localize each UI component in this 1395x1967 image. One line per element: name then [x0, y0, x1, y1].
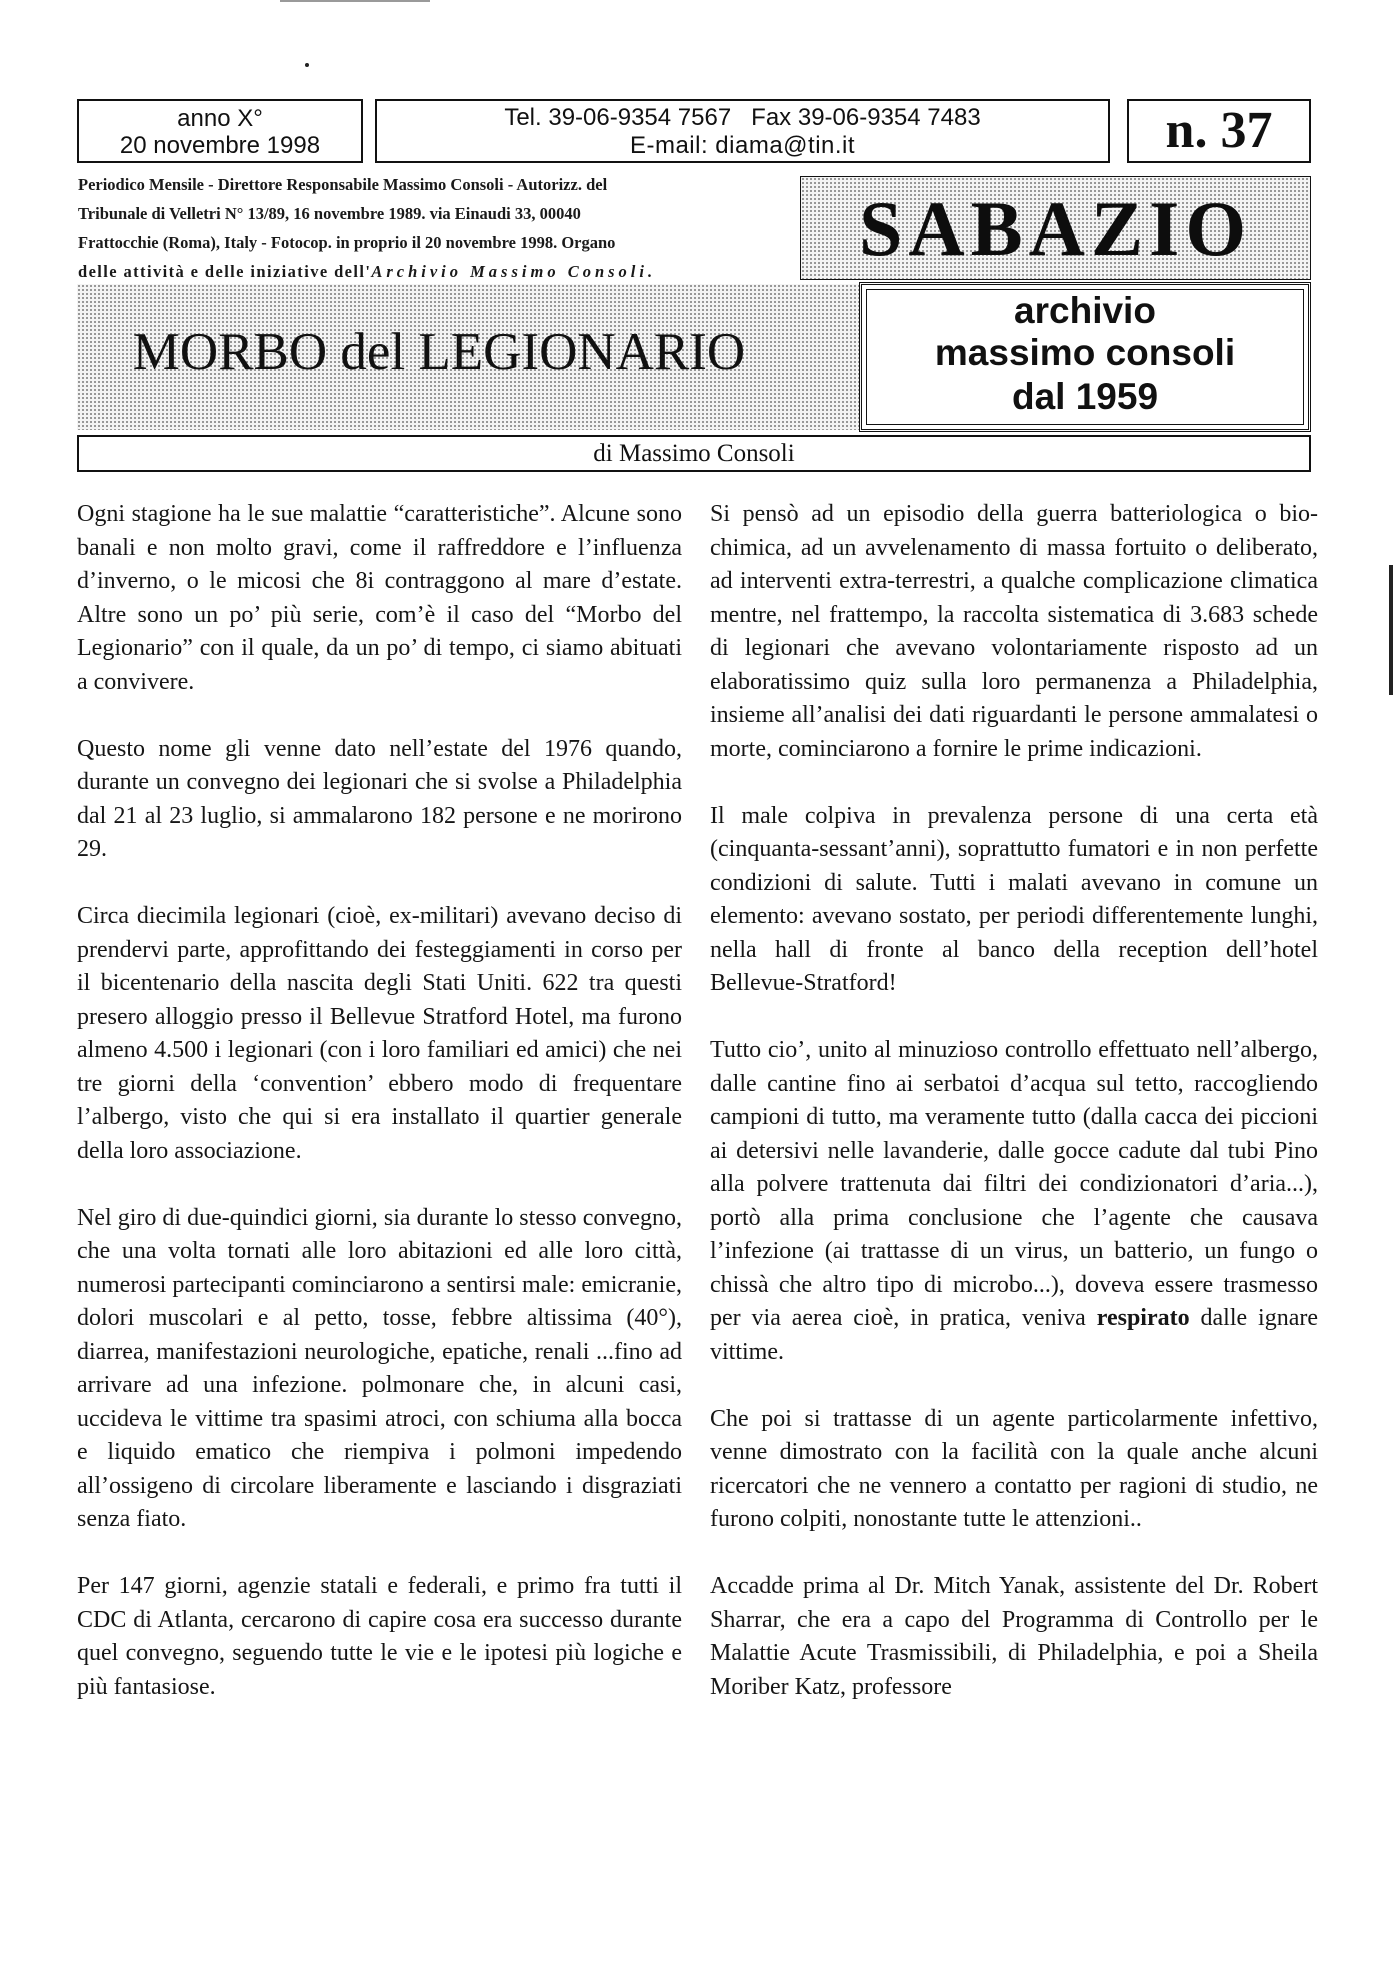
top-rule	[280, 0, 430, 2]
imprint-line-3: Frattocchie (Roma), Italy - Fotocop. in proprio il 20 novembre 1998. Organo	[78, 233, 616, 252]
article-title: MORBO del LEGIONARIO	[132, 323, 746, 381]
right-paragraph-2: Il male colpiva in prevalenza persone di una certa età (cinquanta-sessant’anni), soprattutto fumatori e in non perfette condizioni di salute. Tutti i malati avevano in comune un elemento: avevano sostato, per periodi differentemente lunghi, nella hall di fronte al banco della reception dell’hotel Bellevue-Stratford!	[710, 802, 1318, 996]
imprint-archive-name: Archivio Massimo Consoli.	[371, 262, 657, 281]
scan-dot	[305, 63, 309, 67]
imprint-line-4-text: delle attività e delle iniziative dell'	[78, 262, 372, 281]
right-paragraph-3-end: dalle ignare vittime.	[710, 1305, 1319, 1365]
right-paragraph-4: Che poi si trattasse di un agente particolarmente infettivo, venne dimostrato con la facilità con la quale anche alcuni ricercatori che ne vennero a contatto per ragioni di studio, ne furono colpiti, nonostante tutte le attenzioni..	[710, 1405, 1318, 1532]
byline: di Massimo Consoli	[593, 440, 795, 467]
archive-line-1: archivio	[1014, 290, 1156, 331]
left-paragraph-4: Nel giro di due-quindici giorni, sia durante lo stesso convegno, che una volta tornati alle loro abitazioni ed alle loro città, numerosi partecipanti cominciarono a sentirsi male: emicranie, dolori muscolari e al petto, tosse, febbre altissima (40°), diarrea, manifestazioni neurologiche, epatiche, renali ...fino ad arrivare ad una infezione. polmonare che, in alcuni casi, uccideva le vittime tra spasimi atroci, con schiuma alla bocca e liquido ematico che riempiva i polmoni impedendo all’ossigeno di circolare liberamente e lasciando i disgraziati senza fiato.	[77, 1204, 682, 1532]
respirato-emphasis: respirato	[1096, 1305, 1190, 1331]
right-paragraph-3	[710, 1034, 1318, 1369]
left-paragraph-1: Ogni stagione ha le sue malattie “caratteristiche”. Alcune sono banali e non molto gravi, come il raffreddore e l’influenza d’inverno, o le micosi che 8i contraggono al mare d’estate. Altre sono un po’ più serie, com’è il caso del “Morbo del Legionario” con il quale, da un po’ di tempo, ci siamo abituati a convivere.	[77, 501, 682, 695]
right-column	[710, 498, 1318, 1738]
imprint	[78, 170, 798, 286]
left-paragraph-2: Questo nome gli venne dato nell’estate del 1976 quando, durante un convegno dei legionari che si svolse a Philadelphia dal 21 al 23 luglio, si ammalarono 182 persone e ne morirono 29.	[77, 735, 682, 862]
archive-line-2: massimo consoli	[934, 332, 1236, 373]
masthead-title: SABAZIO	[858, 185, 1253, 272]
imprint-line-1: Periodico Mensile - Direttore Responsabile Massimo Consoli - Autorizz. del	[78, 175, 608, 194]
scan-edge-mark	[1389, 565, 1393, 695]
date-label: 20 novembre 1998	[119, 132, 321, 159]
year-label: anno X°	[177, 105, 263, 132]
imprint-line-4	[78, 257, 798, 286]
right-paragraph-1: Si pensò ad un episodio della guerra batteriologica o bio-chimica, ad un avvelenamento di massa fortuito o deliberato, ad interventi extra-terrestri, a qualche complicazione climatica mentre, nel frattempo, la raccolta sistematica di 3.683 schede di legionari che avevano volontariamente risposto ad un elaboratissimo quiz sulla loro permanenza a Philadelphia, insieme all’analisi dei dati riguardanti le persone ammalatesi o morte, cominciarono a fornire le prime indicazioni.	[710, 501, 1318, 762]
contact-box	[375, 99, 1110, 163]
email: E-mail: diama@tin.it	[629, 132, 856, 159]
left-column	[77, 498, 682, 1738]
right-paragraph-5: Accadde prima al Dr. Mitch Yanak, assistente del Dr. Robert Sharrar, che era a capo del Programma di Controllo per le Malattie Acute Trasmissibili, di Philadelphia, e poi a Sheila Moriber Katz, professore	[710, 1573, 1318, 1700]
imprint-line-2: Tribunale di Velletri N° 13/89, 16 novembre 1989. via Einaudi 33, 00040	[78, 204, 581, 223]
archive-box	[866, 289, 1304, 425]
right-paragraph-3-text: Tutto cio’, unito al minuzioso controllo effettuato nell’albergo, dalle cantine fino ai serbatoi d’acqua sul tetto, raccogliendo campioni di tutto, ma veramente tutto (dalla cacca dei piccioni ai detersivi nelle lavanderie, dalle gocce cadute dal tubi Pino alla polvere trattenuta dai filtri dei condizionatori d’aria...), portò alla prima conclusione che l’agente che causava l’infezione (ai trattasse di un virus, un batterio, un fungo o chissà che altro tipo di microbo...), doveva essere trasmesso per via aerea cioè, in pratica, veniva	[710, 1037, 1318, 1331]
issue-box	[1127, 99, 1311, 163]
issue-number: n. 37	[1165, 102, 1273, 159]
date-box	[77, 99, 363, 163]
left-paragraph-5: Per 147 giorni, agenzie statali e federali, e primo fra tutti il CDC di Atlanta, cercarono di capire cosa era successo durante quel convegno, seguendo tutte le vie e le ipotesi più logiche e più fantasiose.	[77, 1573, 682, 1700]
phone-fax: Tel. 39-06-9354 7567 Fax 39-06-9354 7483	[504, 104, 981, 131]
archive-line-3: dal 1959	[1011, 376, 1159, 417]
left-paragraph-3: Circa diecimila legionari (cioè, ex-militari) avevano deciso di prendervi parte, approfittando dei festeggiamenti in corso per il bicentenario della nascita degli Stati Uniti. 622 tra questi presero alloggio presso il Bellevue Stratford Hotel, ma furono almeno 4.500 i legionari (con i loro familiari ed amici) che nei tre giorni della ‘convention’ ebbero modo di frequentare l’albergo, visto che qui si era installato il quartier generale della loro associazione.	[77, 903, 682, 1164]
